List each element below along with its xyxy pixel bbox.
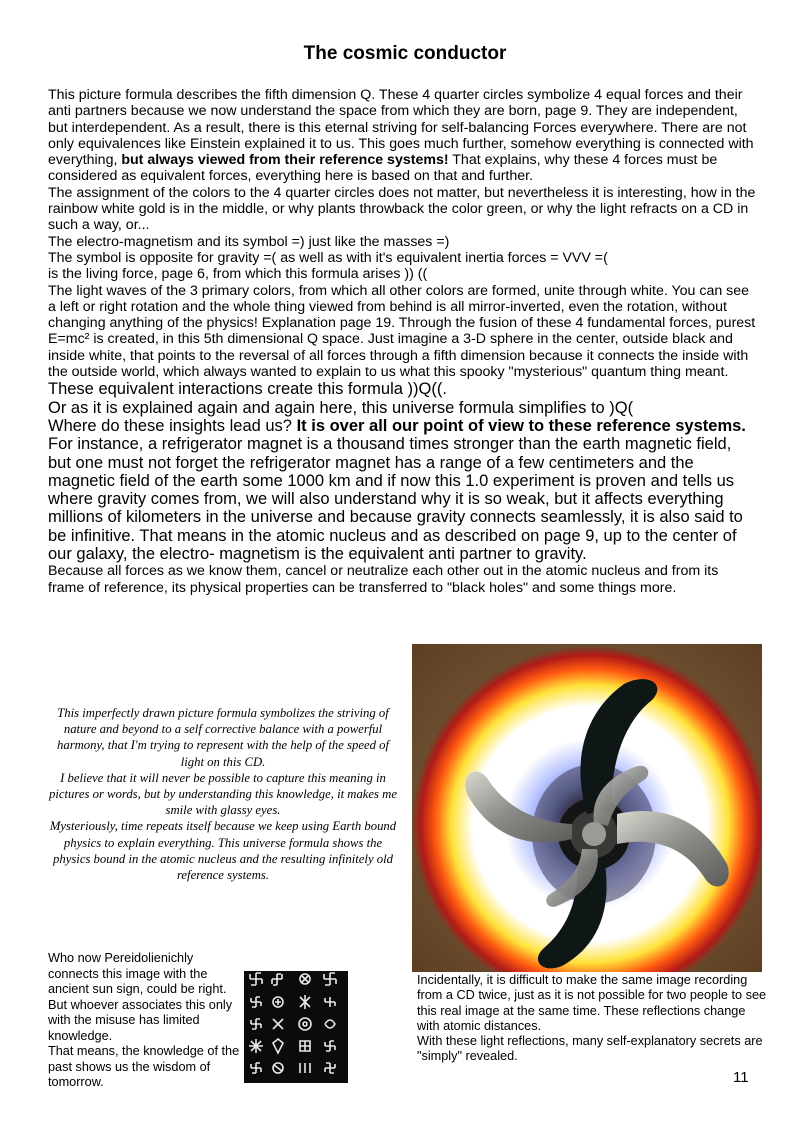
symbol-cell bbox=[251, 995, 335, 1009]
italic-caption bbox=[48, 705, 398, 883]
cd-reflection-image bbox=[412, 644, 762, 972]
page-title: The cosmic conductor bbox=[303, 43, 507, 64]
line-living-force: is the living force, page 6, from which this formula arises )) (( bbox=[48, 266, 428, 283]
caption-para-3: Mysteriously, time repeats itself because we keep using Earth bound physics to explain everything. This universe formula shows the physics bound in the atomic nucleus and the resulting infinitely old reference systems. bbox=[49, 819, 397, 883]
cd-reflection-photo bbox=[412, 644, 762, 972]
cd-caption-note bbox=[417, 973, 767, 1065]
paragraph-magnet: For instance, a refrigerator magnet is a thousand times stronger than the earth magnetic field, but one must not forget the refrigerator magnet has a range of a few centimeters and the magnetic field of the earth some 1000 km and if now this 1.0 experiment is proven and tells us where gravity comes from, we will also understand why it is so weak, but it affects everything millions of kilometers in the universe and because gravity connects seamlessly, it is also said to be infinitive. That means in the atomic nucleus and as described on page 9, up to the center of our galaxy, the electro- magnetism is the equivalent anti partner to gravity. bbox=[48, 435, 743, 564]
line-formula: These equivalent interactions create this formula ))Q((. bbox=[48, 380, 447, 399]
line-universe-formula: Or as it is explained again and again here, this universe formula simplifies to )Q( bbox=[48, 398, 634, 417]
caption-para-2: I believe that it will never be possible to capture this meaning in pictures or words, but by understanding this knowledge, it makes me smile with glassy eyes. bbox=[49, 770, 397, 818]
ancient-symbols-image bbox=[244, 971, 348, 1083]
paragraph-colors: The assignment of the colors to the 4 quarter circles does not matter, but nevertheless it is interesting, how in the rainbow white gold is in the middle, or why plants throwback the color green, or why the light refracts on a CD in such a way, or... bbox=[48, 184, 756, 234]
paragraph-intro: This picture formula describes the fifth dimension Q. These 4 quarter circles symbolize 4 equal forces and their anti partners because we now understand the space from which they are born, page 9. They are independent, but interdependent. As a result, there is this eternal striving for self-balancing Forces everywhere. There are not only equivalences like Einstein explained it to us. This goes much further, somehow everything is connected with everything, but always viewed from their reference systems! That explains, why these 4 forces must be considered as equivalent forces, everything here is based on that and further. bbox=[48, 87, 754, 185]
body-text bbox=[48, 87, 758, 596]
ancient-symbols-chart bbox=[244, 971, 348, 1083]
symbol-cell bbox=[249, 1039, 335, 1053]
sun-sign-note-para-1: Who now Pereidolienichly connects this image with the ancient sun sign, could be right. But whoever associates this only with the misuse has limited knowledge. bbox=[48, 951, 233, 1043]
emphasis-point-of-view: It is over all our point of view to these reference systems. bbox=[296, 416, 746, 435]
emphasis-reference-systems: but always viewed from their reference systems! bbox=[121, 152, 449, 169]
page-number: 11 bbox=[733, 1069, 749, 1086]
caption-para-1: This imperfectly drawn picture formula symbolizes the striving of nature and beyond to a self corrective balance with a powerful harmony, that I'm trying to represent with the help of the speed of light on this CD. bbox=[57, 706, 389, 769]
sun-sign-note bbox=[48, 951, 244, 1091]
sun-sign-note-para-2: That means, the knowledge of the past shows us the wisdom of tomorrow. bbox=[48, 1044, 240, 1089]
line-gravity: The symbol is opposite for gravity =( as well as with it's equivalent inertia forces = VVV =( bbox=[48, 249, 608, 266]
paragraph-black-holes: Because all forces as we know them, cancel or neutralize each other out in the atomic nucleus and from its frame of reference, its physical properties can be transferred to "black holes" and some things more. bbox=[48, 563, 719, 596]
paragraph-light-waves: The light waves of the 3 primary colors, from which all other colors are formed, unite through white. You can see a left or right rotation and the whole thing viewed from behind is all mirror-inverted, even the rotation, without changing anything of the physics! Explanation page 19. Through the fusion of these 4 fundamental forces, purest E=mc² is created, in this 5th dimensional Q space. Just imagine a 3-D sphere in the center, outside black and inside white, that points to the reversal of all forces through a fifth dimension because it connects the inside with the outside world, which always wanted to explain to us what this spooky "mysterious" quantum thing meant. bbox=[48, 282, 756, 381]
symbol-cell bbox=[251, 1063, 335, 1073]
line-insights: Where do these insights lead us? It is over all our point of view to these reference systems. bbox=[48, 416, 746, 435]
cd-caption-para-2: With these light reflections, many self-explanatory secrets are "simply" revealed. bbox=[417, 1034, 763, 1064]
symbol-cell bbox=[250, 973, 336, 985]
cd-caption-para-1: Incidentally, it is difficult to make the same image recording from a CD twice, just as it is not possible for two people to see this real image at the same time. These reflections change with atomic distances. bbox=[417, 973, 767, 1033]
line-electromagnetism: The electro-magnetism and its symbol =) just like the masses =) bbox=[48, 233, 450, 250]
symbol-cell bbox=[251, 1018, 335, 1030]
